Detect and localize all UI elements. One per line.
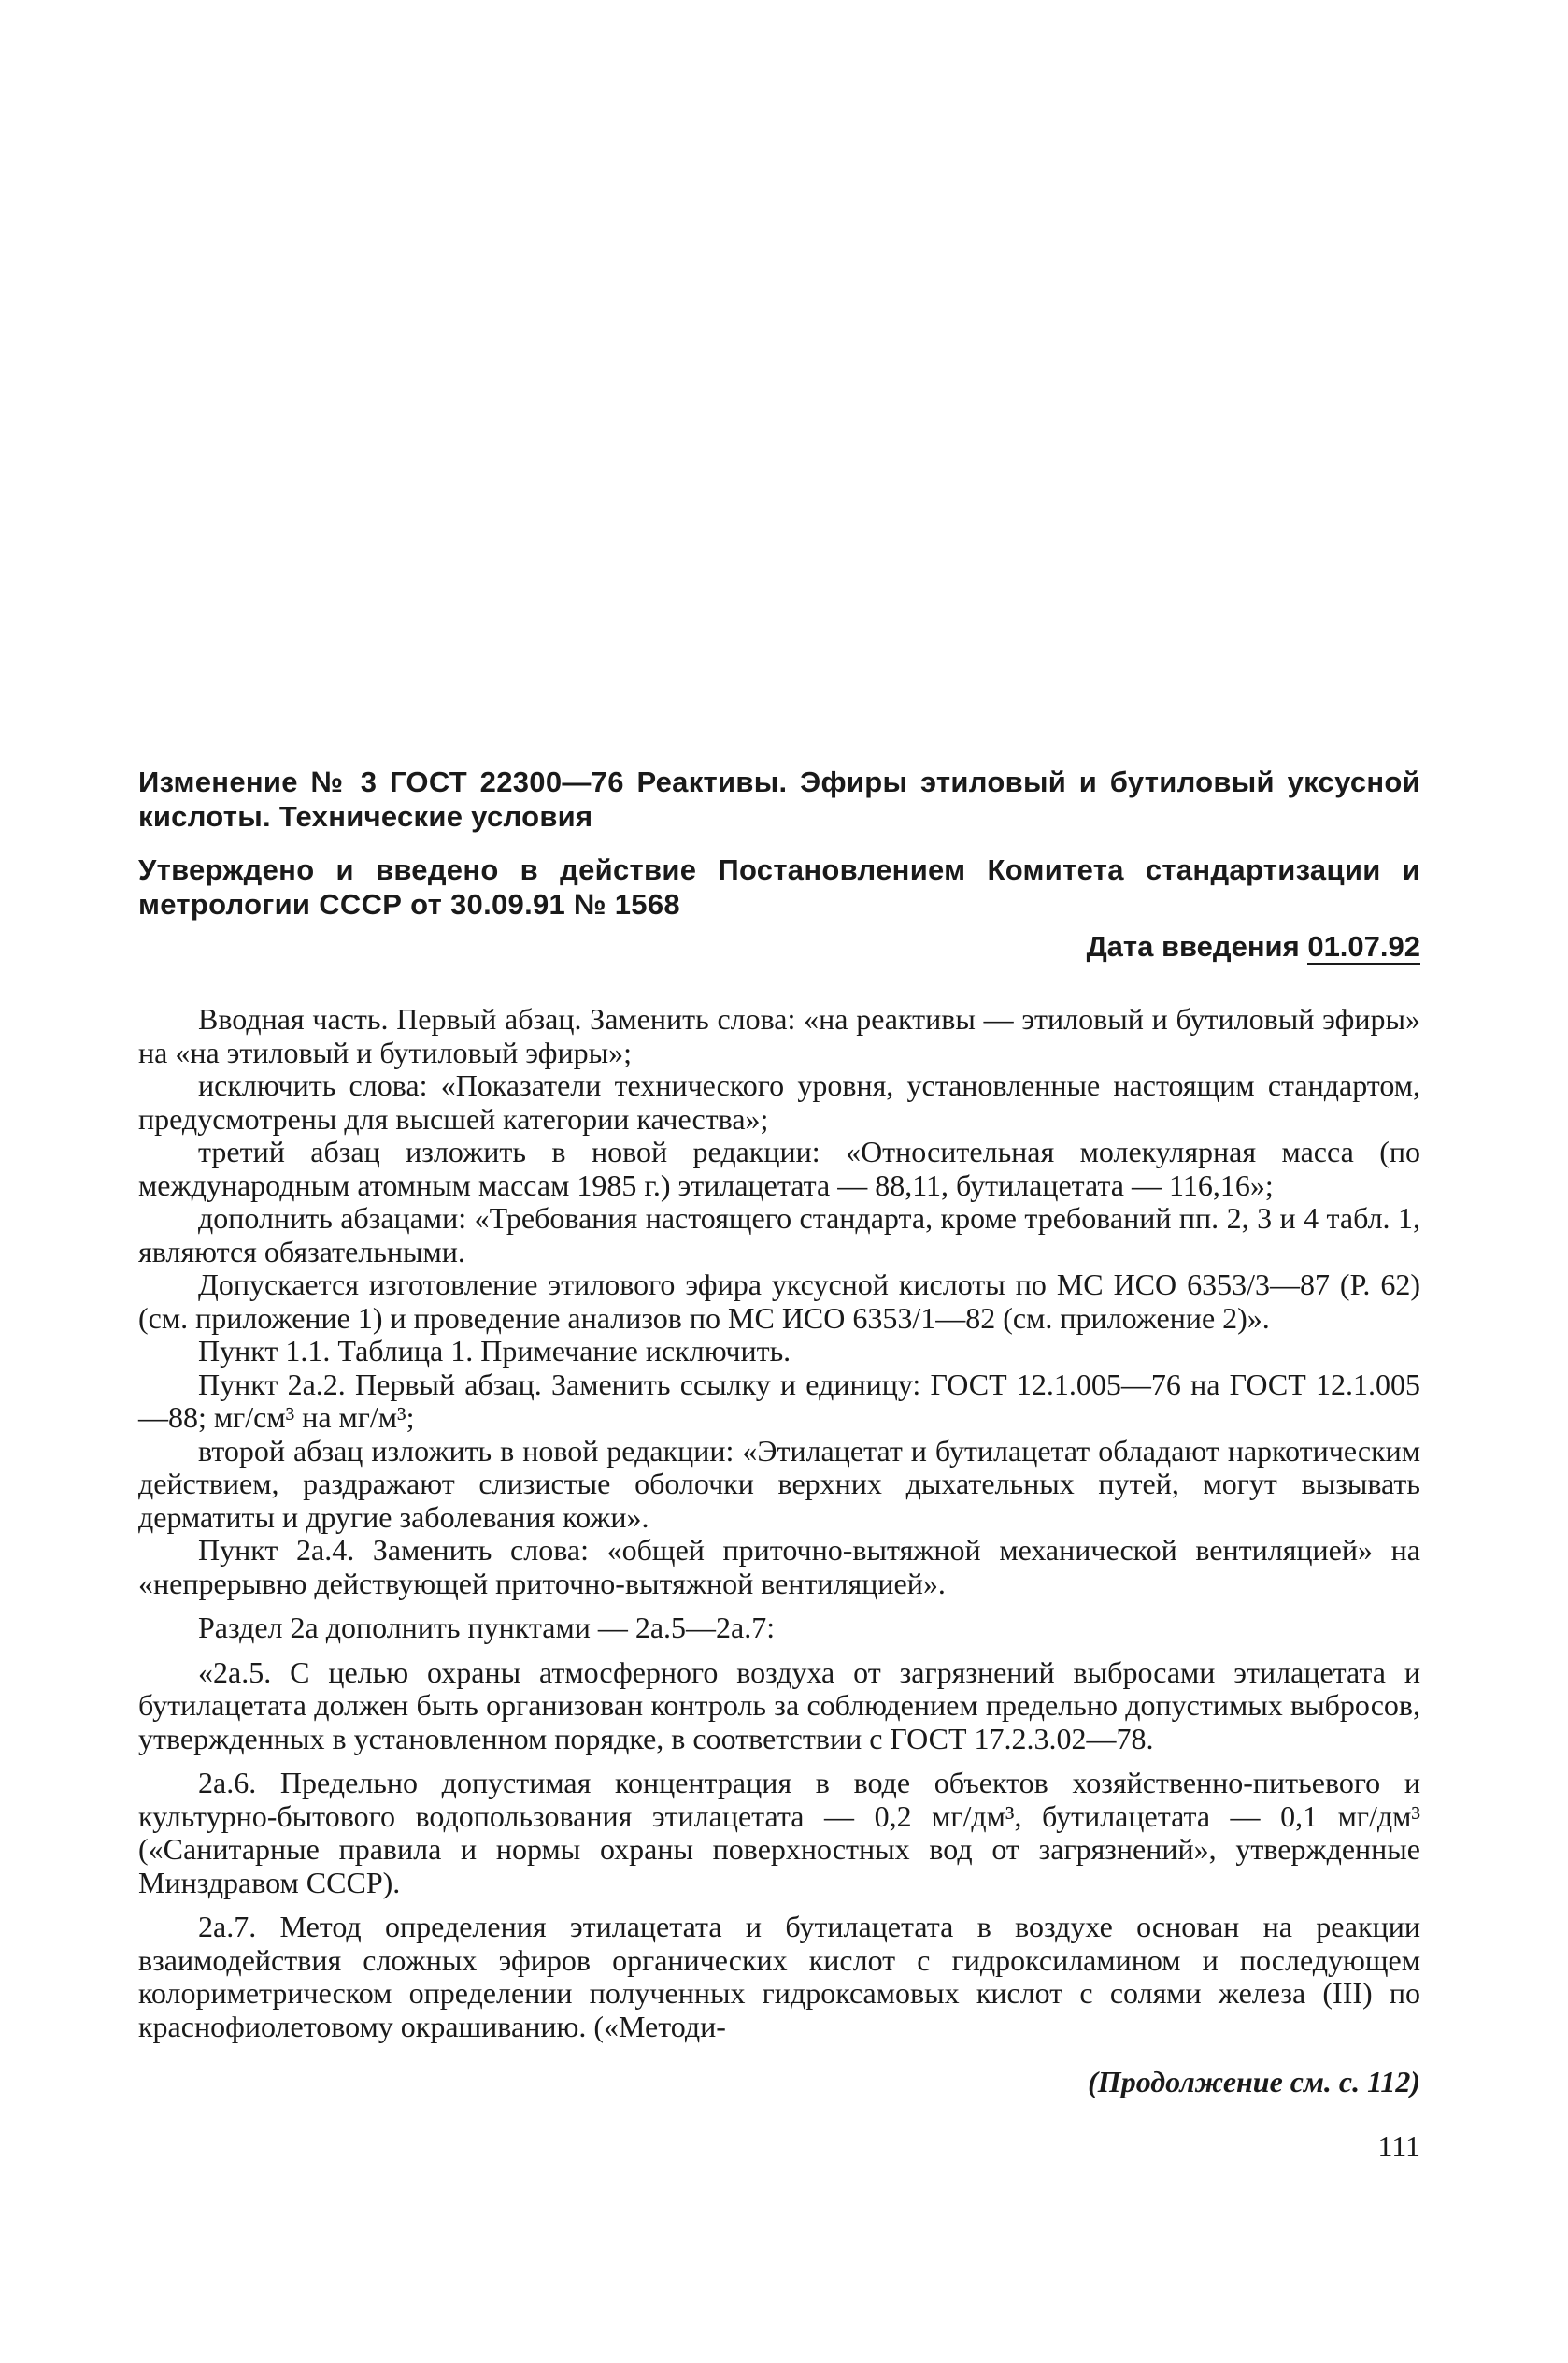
paragraph: третий абзац изложить в новой редакции: «Относительная молекулярная масса (по международным атомным массам 1985 г.) этилацетата — 88,11, бутилацетата — 116,16»;	[138, 1135, 1420, 1202]
continuation-note: (Продолжение см. с. 112)	[1088, 2065, 1420, 2098]
intro-date	[138, 929, 1420, 964]
page-number: 111	[1377, 2129, 1420, 2163]
paragraph: Пункт 2а.4. Заменить слова: «общей приточно-вытяжной механической вентиляцией» на «непрерывно действующей приточно-вытяжной вентиляцией».	[138, 1533, 1420, 1600]
document-page	[138, 765, 1420, 2193]
paragraph: исключить слова: «Показатели технического уровня, установленные настоящим стандартом, предусмотрены для высшей категории качества»;	[138, 1068, 1420, 1136]
paragraph: 2а.7. Метод определения этилацетата и бутилацетата в воздухе основан на реакции взаимодействия сложных эфиров органических кислот с гидроксиламином и последующем колориметрическом определении полученных гидроксамовых кислот с солями железа (III) по краснофиолетовому окрашиванию. («Методи-	[138, 1910, 1420, 2043]
approval-statement: Утверждено и введено в действие Постановлением Комитета стандартизации и метрологии СССР от 30.09.91 № 1568	[138, 853, 1420, 921]
paragraph: Пункт 2а.2. Первый абзац. Заменить ссылку и единицу: ГОСТ 12.1.005—76 на ГОСТ 12.1.005—88; мг/см³ на мг/м³;	[138, 1367, 1420, 1434]
paragraph: Вводная часть. Первый абзац. Заменить слова: «на реактивы — этиловый и бутиловый эфиры» на «на этиловый и бутиловый эфиры»;	[138, 1002, 1420, 1069]
change-title: Изменение № 3 ГОСТ 22300—76 Реактивы. Эфиры этиловый и бутиловый уксусной кислоты. Технические условия	[138, 766, 1420, 833]
paragraph: Пункт 1.1. Таблица 1. Примечание исключить.	[198, 1334, 791, 1368]
paragraph: 2а.6. Предельно допустимая концентрация в воде объектов хозяйственно-питьевого и культурно-бытового водопользования этилацетата — 0,2 мг/дм³, бутилацетата — 0,1 мг/дм³ («Санитарные правила и нормы охраны поверхностных вод от загрязнений», утвержденные Минздравом СССР).	[138, 1766, 1420, 1899]
paragraph: «2а.5. С целью охраны атмосферного воздуха от загрязнений выбросами этилацетата и бутилацетата должен быть организован контроль за соблюдением предельно допустимых выбросов, утвержденных в установленном порядке, в соответствии с ГОСТ 17.2.3.02—78.	[138, 1654, 1420, 1755]
intro-date-value: 01.07.92	[1307, 930, 1420, 963]
paragraph: Допускается изготовление этилового эфира уксусной кислоты по МС ИСО 6353/3—87 (Р. 62) (см. приложение 1) и проведение анализов по МС ИСО 6353/1—82 (см. приложение 2)».	[138, 1267, 1420, 1335]
paragraph: Раздел 2а дополнить пунктами — 2а.5—2а.7:	[198, 1611, 776, 1644]
intro-date-label: Дата введения	[1086, 930, 1300, 963]
amendment-body	[138, 1003, 1420, 2043]
paragraph: второй абзац изложить в новой редакции: «Этилацетат и бутилацетат обладают наркотическим действием, раздражают слизистые оболочки верхних дыхательных путей, могут вызывать дерматиты и другие заболевания кожи».	[138, 1433, 1420, 1534]
paragraph: дополнить абзацами: «Требования настоящего стандарта, кроме требований пп. 2, 3 и 4 табл. 1, являются обязательными.	[138, 1201, 1420, 1268]
